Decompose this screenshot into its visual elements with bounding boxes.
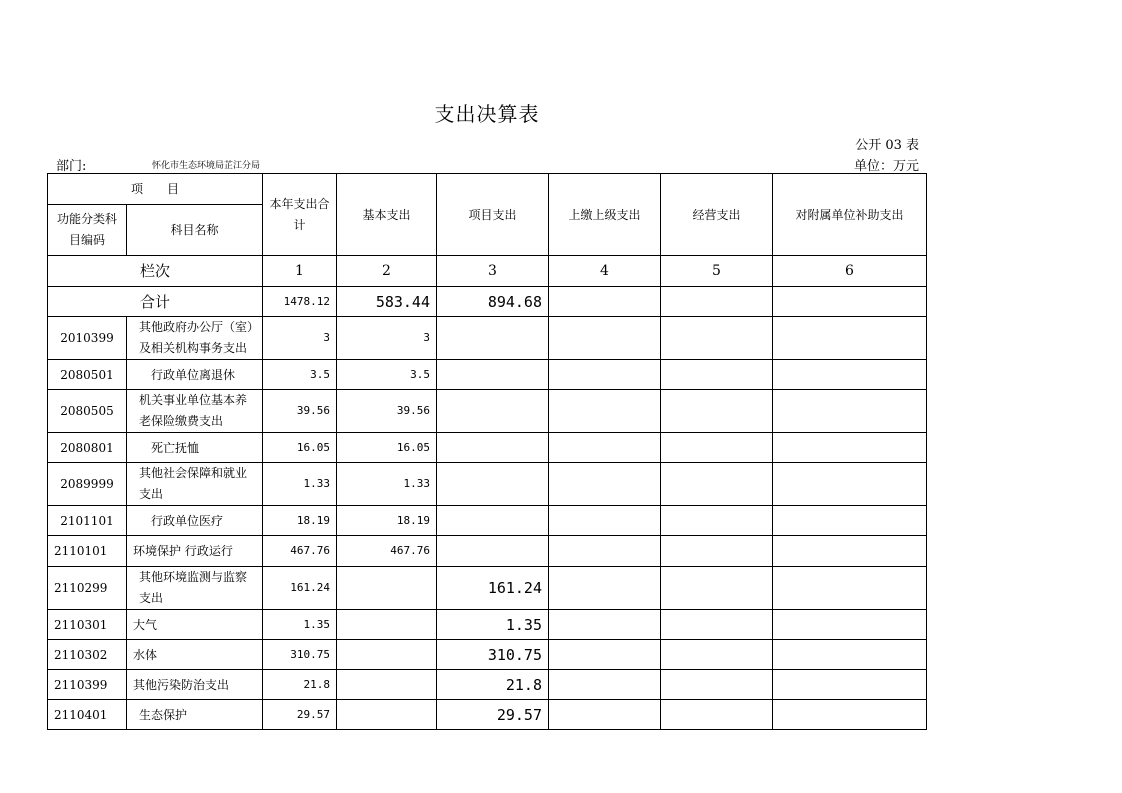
row-code: 2110302	[48, 640, 127, 670]
table-row	[48, 360, 927, 390]
row-basic	[337, 610, 437, 640]
row-subsidy	[773, 506, 927, 536]
page-title: 支出决算表	[434, 102, 540, 126]
row-project: 29.57	[437, 700, 549, 730]
row-basic: 3.5	[337, 360, 437, 390]
row-business	[661, 463, 773, 506]
header-code: 功能分类科目编码	[48, 205, 127, 256]
row-subsidy	[773, 640, 927, 670]
table-row	[48, 536, 927, 567]
row-basic: 39.56	[337, 390, 437, 433]
row-business	[661, 700, 773, 730]
row-upper	[549, 433, 661, 463]
row-name: 其他污染防治支出	[127, 670, 263, 700]
row-basic	[337, 567, 437, 610]
row-subsidy	[773, 390, 927, 433]
table-row	[48, 670, 927, 700]
table-row	[48, 567, 927, 610]
row-project	[437, 360, 549, 390]
row-subsidy	[773, 567, 927, 610]
row-code: 2110399	[48, 670, 127, 700]
row-business	[661, 640, 773, 670]
sum-business	[661, 287, 773, 317]
table-row	[48, 390, 927, 433]
column-number: 3	[437, 256, 549, 287]
department-label: 部门:	[56, 159, 87, 174]
row-business	[661, 610, 773, 640]
row-total: 467.76	[263, 536, 337, 567]
row-code: 2080801	[48, 433, 127, 463]
header-business: 经营支出	[661, 174, 773, 256]
header-name: 科目名称	[127, 205, 263, 256]
table-row	[48, 317, 927, 360]
row-code: 2101101	[48, 506, 127, 536]
table-row	[48, 463, 927, 506]
row-total: 161.24	[263, 567, 337, 610]
row-basic	[337, 670, 437, 700]
table-row	[48, 433, 927, 463]
column-number: 5	[661, 256, 773, 287]
row-code: 2010399	[48, 317, 127, 360]
row-business	[661, 433, 773, 463]
column-number: 2	[337, 256, 437, 287]
row-upper	[549, 610, 661, 640]
row-subsidy	[773, 536, 927, 567]
row-project	[437, 317, 549, 360]
row-business	[661, 670, 773, 700]
row-subsidy	[773, 317, 927, 360]
row-upper	[549, 700, 661, 730]
row-upper	[549, 567, 661, 610]
header-subsidy: 对附属单位补助支出	[773, 174, 927, 256]
row-code: 2089999	[48, 463, 127, 506]
row-upper	[549, 506, 661, 536]
row-business	[661, 506, 773, 536]
header-upper: 上缴上级支出	[549, 174, 661, 256]
column-row-label: 栏次	[48, 256, 263, 287]
row-upper	[549, 536, 661, 567]
row-business	[661, 536, 773, 567]
sum-total: 1478.12	[263, 287, 337, 317]
row-total: 29.57	[263, 700, 337, 730]
row-basic	[337, 700, 437, 730]
department-name: 怀化市生态环境局芷江分局	[152, 161, 261, 171]
row-code: 2080501	[48, 360, 127, 390]
row-subsidy	[773, 433, 927, 463]
row-total: 39.56	[263, 390, 337, 433]
row-name: 环境保护 行政运行	[127, 536, 263, 567]
row-upper	[549, 463, 661, 506]
sum-project: 894.68	[437, 287, 549, 317]
row-name: 其他环境监测与监察支出	[127, 567, 263, 610]
row-basic: 3	[337, 317, 437, 360]
header-basic: 基本支出	[337, 174, 437, 256]
table-row	[48, 700, 927, 730]
table-row	[48, 640, 927, 670]
row-business	[661, 317, 773, 360]
row-code: 2110299	[48, 567, 127, 610]
row-code: 2110101	[48, 536, 127, 567]
row-total: 21.8	[263, 670, 337, 700]
row-project: 161.24	[437, 567, 549, 610]
row-total: 3	[263, 317, 337, 360]
row-project	[437, 463, 549, 506]
row-upper	[549, 317, 661, 360]
column-number: 6	[773, 256, 927, 287]
row-name: 死亡抚恤	[127, 433, 263, 463]
row-total: 3.5	[263, 360, 337, 390]
row-code: 2080505	[48, 390, 127, 433]
row-business	[661, 360, 773, 390]
row-subsidy	[773, 360, 927, 390]
row-total: 1.35	[263, 610, 337, 640]
row-name: 大气	[127, 610, 263, 640]
column-number: 1	[263, 256, 337, 287]
row-name: 水体	[127, 640, 263, 670]
header-project: 项目支出	[437, 174, 549, 256]
row-name: 其他社会保障和就业支出	[127, 463, 263, 506]
row-subsidy	[773, 463, 927, 506]
sum-row-label: 合计	[48, 287, 263, 317]
row-project	[437, 433, 549, 463]
row-name: 其他政府办公厅（室）及相关机构事务支出	[127, 317, 263, 360]
form-number: 公开 03 表	[855, 138, 919, 153]
unit-label: 单位：万元	[853, 159, 919, 174]
row-project	[437, 390, 549, 433]
row-name: 行政单位医疗	[127, 506, 263, 536]
row-upper	[549, 360, 661, 390]
row-code: 2110301	[48, 610, 127, 640]
header-total: 本年支出合计	[263, 174, 337, 256]
row-total: 1.33	[263, 463, 337, 506]
column-number: 4	[549, 256, 661, 287]
sum-subsidy	[773, 287, 927, 317]
row-business	[661, 390, 773, 433]
table-row	[48, 610, 927, 640]
row-project	[437, 506, 549, 536]
row-upper	[549, 390, 661, 433]
row-business	[661, 567, 773, 610]
row-subsidy	[773, 670, 927, 700]
row-basic: 18.19	[337, 506, 437, 536]
row-subsidy	[773, 700, 927, 730]
row-basic: 467.76	[337, 536, 437, 567]
row-project: 310.75	[437, 640, 549, 670]
row-basic	[337, 640, 437, 670]
row-total: 18.19	[263, 506, 337, 536]
sum-upper	[549, 287, 661, 317]
row-subsidy	[773, 610, 927, 640]
row-name: 生态保护	[127, 700, 263, 730]
row-project: 21.8	[437, 670, 549, 700]
row-name: 机关事业单位基本养老保险缴费支出	[127, 390, 263, 433]
row-code: 2110401	[48, 700, 127, 730]
header-item: 项 目	[48, 174, 263, 205]
row-total: 16.05	[263, 433, 337, 463]
expenditure-table	[47, 173, 927, 730]
row-basic: 1.33	[337, 463, 437, 506]
row-basic: 16.05	[337, 433, 437, 463]
row-project: 1.35	[437, 610, 549, 640]
row-upper	[549, 670, 661, 700]
table-row	[48, 506, 927, 536]
sum-basic: 583.44	[337, 287, 437, 317]
row-name: 行政单位离退休	[127, 360, 263, 390]
row-upper	[549, 640, 661, 670]
row-total: 310.75	[263, 640, 337, 670]
row-project	[437, 536, 549, 567]
